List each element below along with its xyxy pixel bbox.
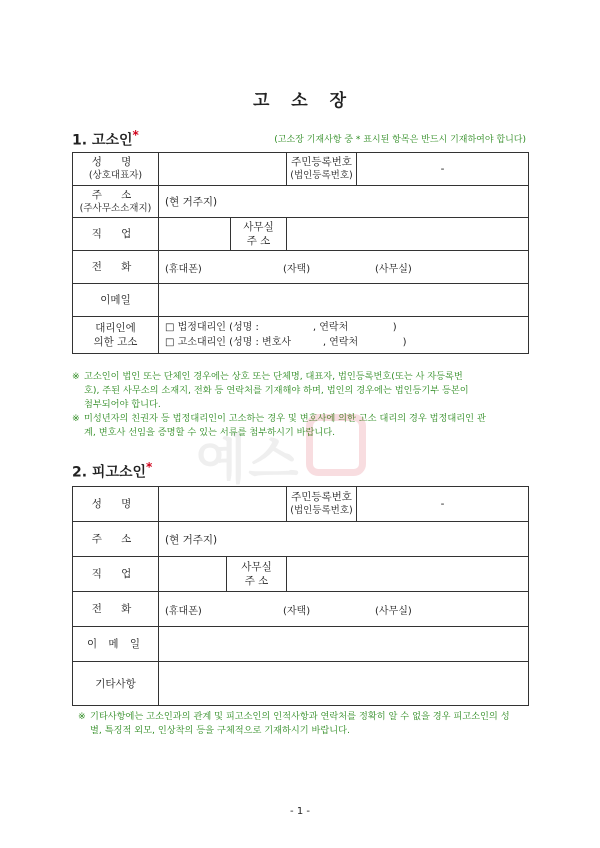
office-label-1: 사무실	[243, 221, 274, 233]
defendant-job-label	[73, 557, 159, 592]
note-line: 기타사항에는 고소인과의 관계 및 피고소인의 인적사항과 연락처를 정확히 알 수 없을 경우 피고소인의 성	[90, 711, 510, 722]
defendant-heading	[72, 460, 152, 482]
note-mark-icon: ※	[78, 711, 86, 722]
defendant-id-label	[287, 487, 357, 522]
note-line: 계, 변호사 선임을 증명할 수 있는 서류를 첨부하시기 바랍니다.	[84, 427, 336, 438]
note-line: 미성년자의 친권자 등 법정대리인이 고소하는 경우 및 변호사에 의한 고소 대리의 경우 법정대리인 관	[84, 413, 486, 424]
complainant-phone-label	[73, 251, 159, 284]
note-line: 첨부되어야 합니다.	[84, 399, 161, 410]
addr-label-text: 주 소	[91, 188, 140, 201]
id-sub-text: (법인등록번호)	[290, 170, 353, 181]
complainant-job-label	[73, 218, 159, 251]
id-label-text: 주민등록번호	[291, 156, 352, 168]
job-label-text: 직 업	[91, 568, 140, 580]
name-label-text: 성 명	[91, 498, 140, 510]
phone-office: (사무실)	[375, 263, 412, 275]
phone-label-text: 전 화	[91, 603, 140, 615]
phone-office: (사무실)	[375, 605, 412, 617]
agent-label-2: 의한 고소	[93, 336, 138, 348]
job-label-text: 직 업	[91, 228, 140, 240]
defendant-name-field[interactable]	[159, 487, 287, 522]
note-line: 호), 주된 사무소의 소재지, 전화 등 연락처를 기재해야 하며, 법인의 경우에는 법인등기부 등본이	[84, 385, 469, 396]
attorney-agent-checkbox[interactable]: □ 고소대리인 (성명 : 변호사 , 연락처 )	[165, 337, 407, 348]
complainant-phone-field[interactable]	[159, 251, 529, 284]
defendant-phone-field[interactable]	[159, 592, 529, 627]
id-dash: -	[440, 163, 445, 175]
defendant-phone-label	[73, 592, 159, 627]
page-title: 고 소 장	[252, 91, 348, 111]
defendant-table	[72, 486, 529, 706]
phone-home: (자택)	[283, 263, 311, 275]
defendant-email-label	[73, 627, 159, 662]
note-line: 별, 특징적 외모, 인상착의 등을 구체적으로 기재하시기 바랍니다.	[90, 725, 350, 736]
complainant-email-field[interactable]	[159, 284, 529, 317]
complainant-id-field[interactable]	[357, 153, 529, 186]
page-number: - 1 -	[290, 806, 310, 817]
phone-label-text: 전 화	[91, 261, 140, 273]
note-mark-icon: ※	[72, 413, 80, 424]
defendant-id-field[interactable]	[357, 487, 529, 522]
legal-agent-checkbox[interactable]: □ 법정대리인 (성명 : , 연락처 )	[165, 322, 397, 333]
complainant-addr-label	[73, 186, 159, 218]
etc-label-text: 기타사항	[95, 677, 136, 690]
addr-value: (현 거주지)	[165, 533, 218, 546]
complainant-email-label	[73, 284, 159, 317]
defendant-etc-field[interactable]	[159, 662, 529, 706]
complainant-heading	[72, 128, 139, 150]
addr-sub-text: (주사무소소재지)	[79, 202, 152, 214]
id-dash: -	[440, 498, 445, 510]
defendant-email-field[interactable]	[159, 627, 529, 662]
complainant-agent-field	[159, 317, 529, 354]
defendant-etc-label	[73, 662, 159, 706]
id-label-text: 주민등록번호	[291, 491, 352, 503]
addr-label-text: 주 소	[91, 533, 140, 545]
required-star-icon: *	[132, 128, 139, 142]
defendant-heading-text: 2. 피고소인	[72, 464, 147, 481]
complainant-office-field[interactable]	[287, 218, 529, 251]
complainant-id-label	[287, 153, 357, 186]
email-label-text: 이 메 일	[86, 638, 145, 650]
defendant-office-field[interactable]	[287, 557, 529, 592]
phone-home: (자택)	[283, 605, 311, 617]
agent-label-1: 대리인에	[95, 322, 136, 334]
office-label-2: 주 소	[246, 235, 271, 247]
note-line: 고소인이 법인 또는 단체인 경우에는 상호 또는 단체명, 대표자, 법인등록번호(또는 사 자등록번	[84, 371, 463, 382]
phone-mobile: (휴대폰)	[165, 605, 202, 617]
complainant-heading-text: 1. 고소인	[72, 132, 133, 149]
required-fields-note: (고소장 기재사항 중 * 표시된 항목은 반드시 기재하여야 합니다)	[274, 135, 526, 145]
office-label-2: 주 소	[244, 575, 269, 587]
complainant-notes	[72, 370, 532, 440]
phone-mobile: (휴대폰)	[165, 263, 202, 275]
complainant-table	[72, 152, 529, 354]
defendant-addr-label	[73, 522, 159, 557]
complainant-agent-label	[73, 317, 159, 354]
name-label-text: 성 명	[91, 156, 140, 168]
defendant-office-label	[227, 557, 287, 592]
defendant-addr-field[interactable]	[159, 522, 529, 557]
note-mark-icon: ※	[72, 371, 80, 382]
addr-value: (현 거주지)	[165, 196, 218, 208]
complainant-office-label	[231, 218, 287, 251]
email-label-text: 이메일	[100, 294, 131, 306]
required-star-icon: *	[146, 460, 153, 474]
defendant-job-field[interactable]	[159, 557, 227, 592]
office-label-1: 사무실	[241, 561, 272, 573]
defendant-name-label	[73, 487, 159, 522]
id-sub-text: (법인등록번호)	[290, 505, 353, 516]
complainant-name-field[interactable]	[159, 153, 287, 186]
complainant-addr-field[interactable]	[159, 186, 529, 218]
defendant-notes	[78, 710, 532, 738]
complainant-name-label	[73, 153, 159, 186]
complainant-job-field[interactable]	[159, 218, 231, 251]
watermark-text: 예스	[196, 431, 301, 491]
name-sub-text: (상호대표자)	[88, 170, 143, 181]
